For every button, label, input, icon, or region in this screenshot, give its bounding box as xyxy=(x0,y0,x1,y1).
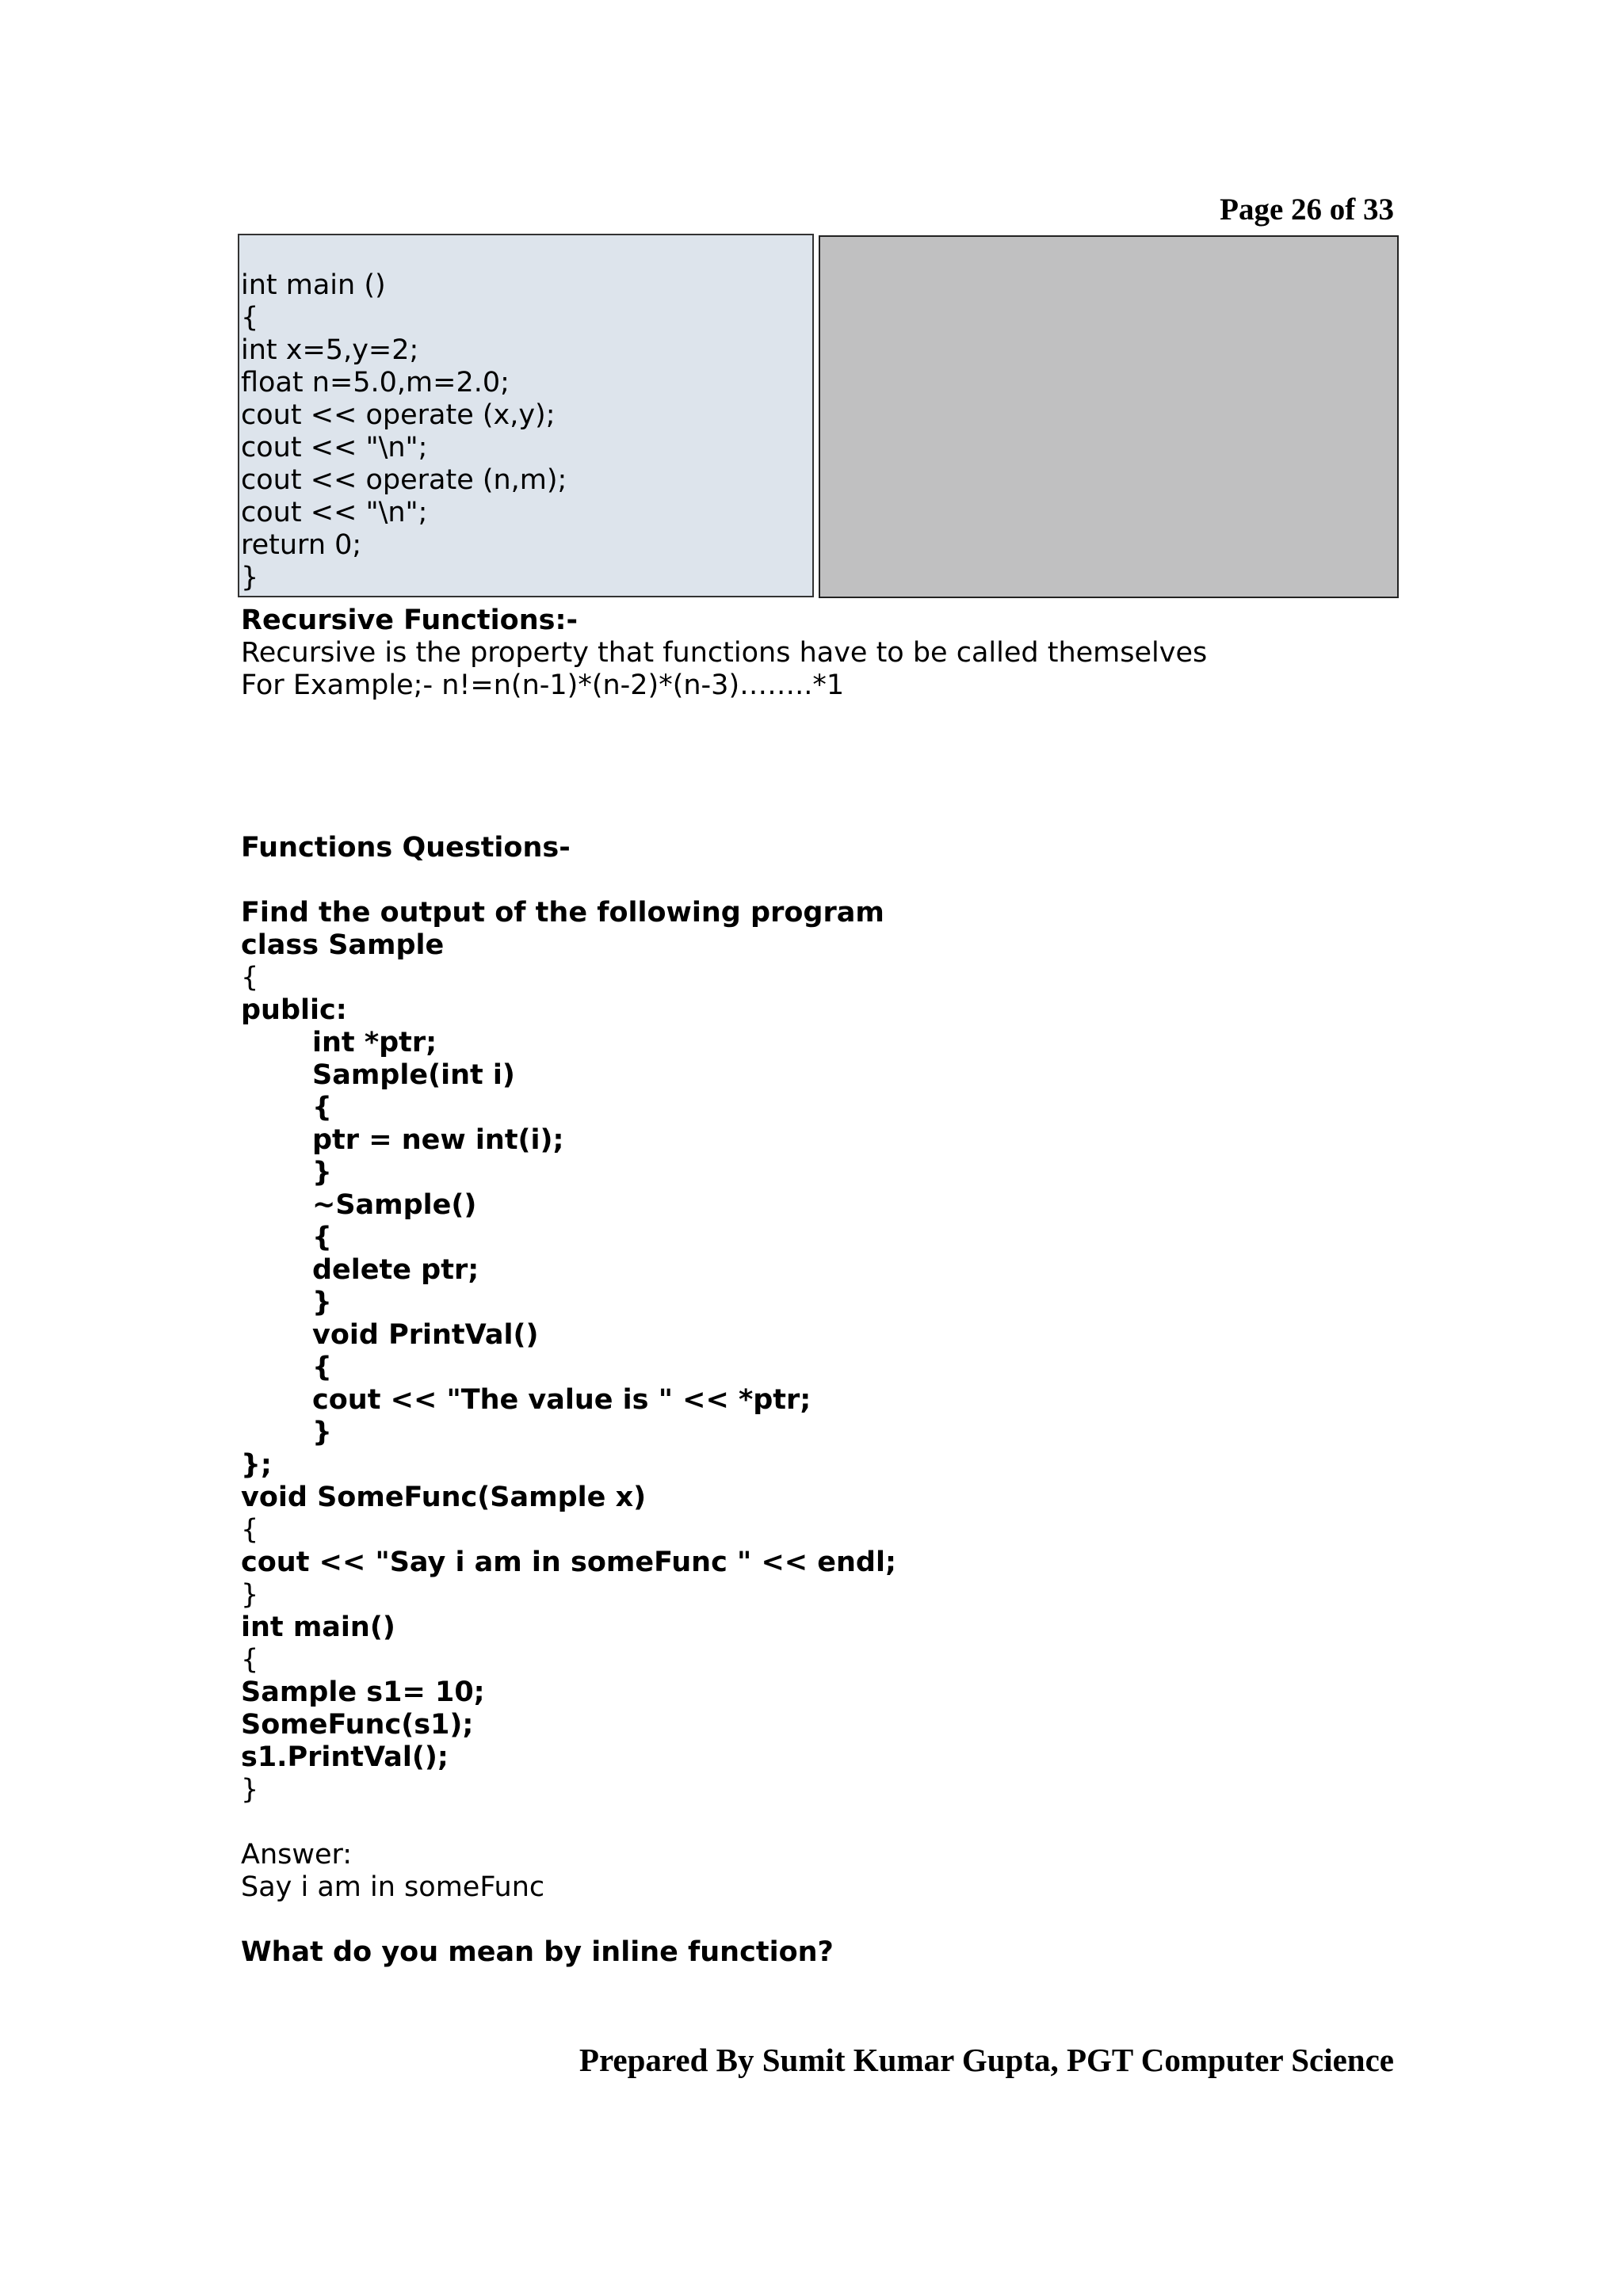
question-text: Find the output of the following program xyxy=(241,897,884,929)
program-line: Sample s1= 10; xyxy=(241,1676,485,1708)
program-line: int *ptr; xyxy=(312,1027,437,1058)
program-line: }; xyxy=(241,1449,272,1481)
code-line: cout << operate (x,y); xyxy=(241,399,556,431)
program-line: SomeFunc(s1); xyxy=(241,1709,474,1741)
program-line: { xyxy=(312,1222,332,1253)
code-line: float n=5.0,m=2.0; xyxy=(241,367,510,399)
program-line: class Sample xyxy=(241,929,445,961)
code-line: } xyxy=(241,562,259,593)
program-line: Sample(int i) xyxy=(312,1059,515,1091)
paragraph-line: For Example;- n!=n(n-1)*(n-2)*(n-3)……..*1 xyxy=(241,669,845,701)
program-line: void PrintVal() xyxy=(312,1319,539,1351)
page-number: Page 26 of 33 xyxy=(1220,193,1394,227)
code-line: return 0; xyxy=(241,529,362,561)
program-line: ~Sample() xyxy=(312,1189,477,1221)
program-line: int main() xyxy=(241,1611,395,1643)
program-line: void SomeFunc(Sample x) xyxy=(241,1482,647,1513)
section-heading: Recursive Functions:- xyxy=(241,605,578,636)
program-line: { xyxy=(241,1644,259,1676)
code-line: cout << "\n"; xyxy=(241,432,428,463)
code-line: { xyxy=(241,302,259,334)
code-line: cout << operate (n,m); xyxy=(241,464,567,496)
program-line: } xyxy=(312,1157,332,1188)
program-line: } xyxy=(312,1417,332,1448)
program-line: { xyxy=(241,962,259,994)
code-line: cout << "\n"; xyxy=(241,497,428,528)
program-line: cout << "Say i am in someFunc " << endl; xyxy=(241,1547,896,1578)
answer-label: Answer: xyxy=(241,1839,353,1871)
program-line: } xyxy=(241,1579,259,1611)
program-line: } xyxy=(241,1774,259,1806)
program-line: s1.PrintVal(); xyxy=(241,1741,449,1773)
program-line: cout << "The value is " << *ptr; xyxy=(312,1384,812,1416)
answer-text: Say i am in someFunc xyxy=(241,1871,545,1903)
program-line: { xyxy=(241,1514,259,1546)
paragraph-line: Recursive is the property that functions have to be called themselves xyxy=(241,637,1208,669)
program-line: } xyxy=(312,1287,332,1318)
code-line: int main () xyxy=(241,269,386,301)
program-line: ptr = new int(i); xyxy=(312,1124,564,1156)
page-footer: Prepared By Sumit Kumar Gupta, PGT Computer Science xyxy=(579,2042,1394,2078)
section-heading: Functions Questions- xyxy=(241,832,571,864)
program-line: public: xyxy=(241,994,347,1026)
program-line: { xyxy=(312,1092,332,1123)
code-line: int x=5,y=2; xyxy=(241,334,419,366)
program-line: { xyxy=(312,1352,332,1383)
output-box xyxy=(819,235,1399,598)
program-line: delete ptr; xyxy=(312,1254,479,1286)
question-text: What do you mean by inline function? xyxy=(241,1936,834,1968)
